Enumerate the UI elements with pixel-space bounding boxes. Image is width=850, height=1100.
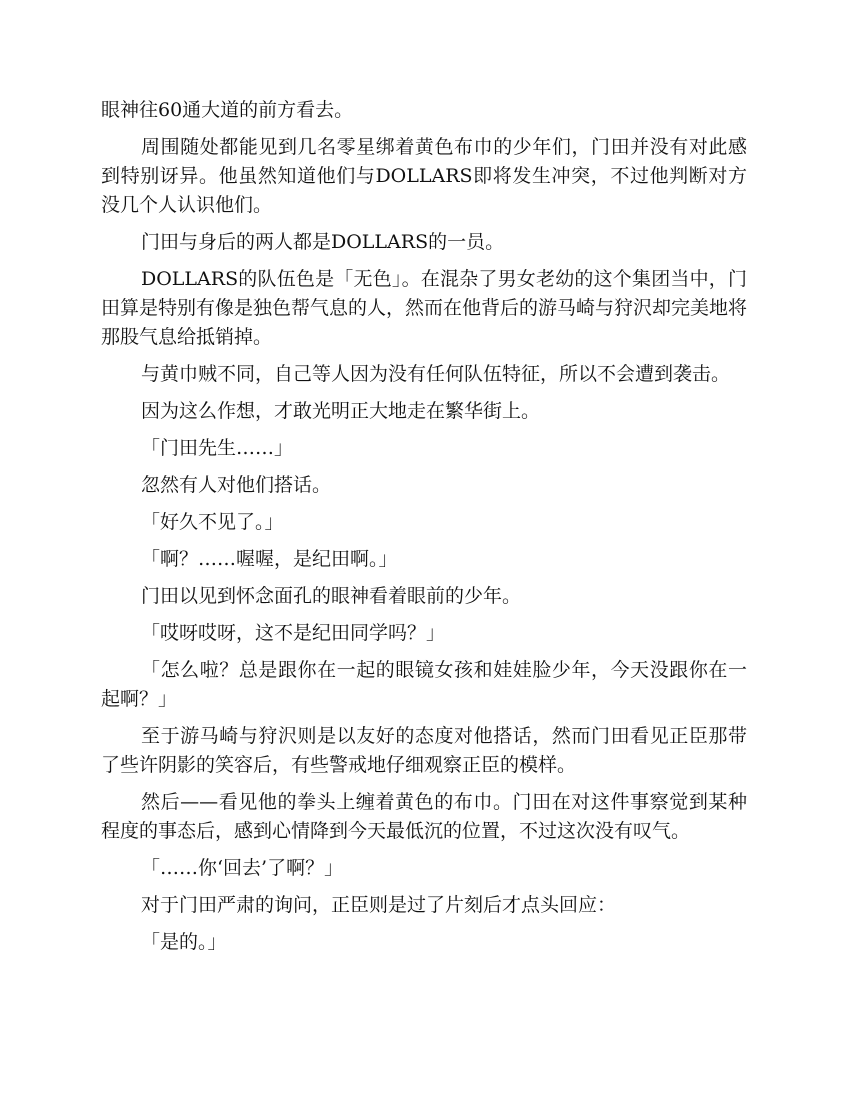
dialogue-line: 「啊？……喔喔，是纪田啊。」 <box>141 548 398 570</box>
paragraph: 对于门田严肃的询问，正臣则是过了片刻后才点头回应： <box>141 894 617 916</box>
dialogue-line: 「好久不见了。」 <box>141 511 284 533</box>
paragraph: 与黄巾贼不同，自己等人因为没有任何队伍特征，所以不会遭到袭击。 <box>141 363 731 385</box>
dialogue-line: 「怎么啦？总是跟你在一起的眼镜女孩和娃娃脸少年，今天没跟你在一起啊？」 <box>101 659 747 710</box>
dialogue-line: 「……你‘回去’了啊？」 <box>141 857 344 879</box>
paragraph: 然后——看见他的拳头上缠着黄色的布巾。门田在对这件事察觉到某种程度的事态后，感到心情降到今天最低沉的位置，不过这次没有叹气。 <box>101 791 747 842</box>
paragraph: DOLLARS的队伍色是「无色」。在混杂了男女老幼的这个集团当中，门田算是特别有像是独色帮气息的人，然而在他背后的游马崎与狩沢却完美地将那股气息给抵销掉。 <box>101 268 748 348</box>
paragraph: 眼神往60通大道的前方看去。 <box>101 99 354 121</box>
dialogue-line: 「哎呀哎呀，这不是纪田同学吗？」 <box>141 622 446 644</box>
dialogue-line: 「是的。」 <box>141 931 227 953</box>
paragraph: 忽然有人对他们搭话。 <box>141 474 332 496</box>
paragraph: 周围随处都能见到几名零星绑着黄色布巾的少年们，门田并没有对此感到特别讶异。他虽然知道他们与DOLLARS即将发生冲突，不过他判断对方没几个人认识他们。 <box>101 136 747 216</box>
document-page <box>101 96 747 965</box>
paragraph: 因为这么作想，才敢光明正大地走在繁华街上。 <box>141 400 541 422</box>
paragraph: 门田与身后的两人都是DOLLARS的一员。 <box>141 231 505 253</box>
paragraph: 门田以见到怀念面孔的眼神看着眼前的少年。 <box>141 585 522 607</box>
dialogue-line: 「门田先生……」 <box>141 437 294 459</box>
paragraph: 至于游马崎与狩沢则是以友好的态度对他搭话，然而门田看见正臣那带了些许阴影的笑容后，有些警戒地仔细观察正臣的模样。 <box>101 725 747 776</box>
